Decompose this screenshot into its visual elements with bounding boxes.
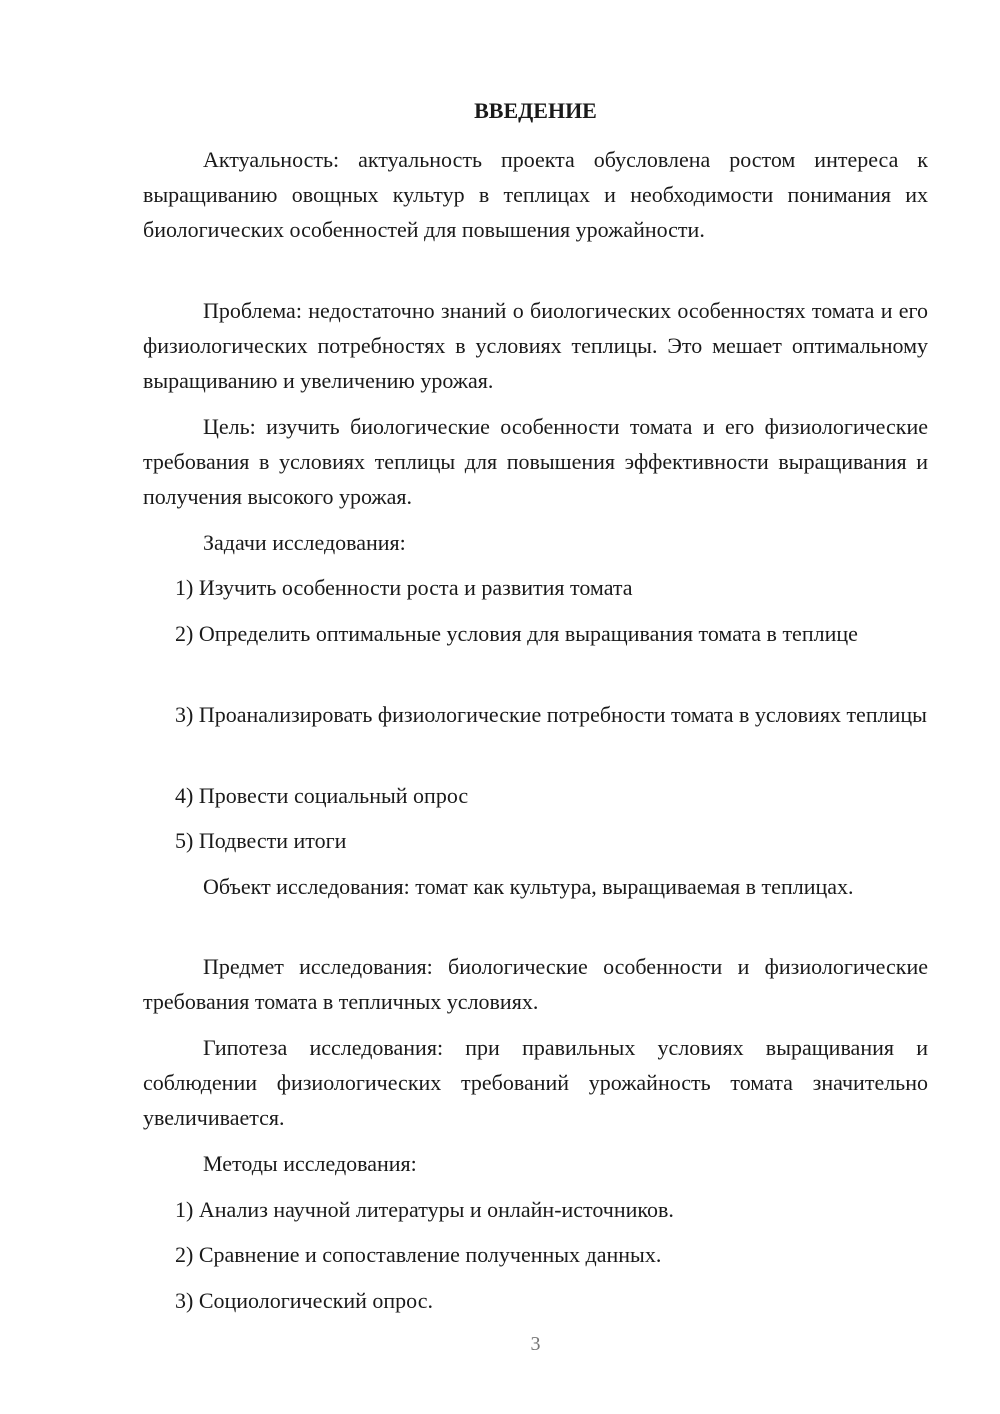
task-item-3: 3) Проанализировать физиологические потребности томата в условиях теплицы [175,702,927,727]
subject-paragraph: Предмет исследования: биологические особенности и физиологические требования томата в тепличных условиях. [143,954,928,1014]
task-item-2: 2) Определить оптимальные условия для выращивания томата в теплице [175,621,858,646]
object-paragraph: Объект исследования: томат как культура, выращиваемая в теплицах. [203,874,854,899]
problem-paragraph: Проблема: недостаточно знаний о биологических особенностях томата и его физиологических потребностях в условиях теплицы. Это мешает оптимальному выращиванию и увеличению урожая. [143,298,928,393]
page-number: 3 [530,1333,541,1355]
task-item-4: 4) Провести социальный опрос [175,783,469,808]
method-item-1: 1) Анализ научной литературы и онлайн-источников. [175,1197,674,1222]
task-item-1: 1) Изучить особенности роста и развития томата [175,575,633,600]
method-item-2: 2) Сравнение и сопоставление полученных данных. [175,1242,662,1267]
tasks-heading: Задачи исследования: [203,530,406,555]
goal-paragraph: Цель: изучить биологические особенности томата и его физиологические требования в условиях теплицы для повышения эффективности выращивания и получения высокого урожая. [143,414,928,509]
hypothesis-paragraph: Гипотеза исследования: при правильных условиях выращивания и соблюдении физиологических требований урожайность томата значительно увеличивается. [143,1035,928,1130]
method-item-3: 3) Социологический опрос. [175,1288,433,1313]
task-item-5: 5) Подвести итоги [175,828,347,853]
methods-heading: Методы исследования: [203,1151,417,1176]
relevance-paragraph: Актуальность: актуальность проекта обусловлена ростом интереса к выращиванию овощных культур в теплицах и необходимости понимания их биологических особенностей для повышения урожайности. [143,147,928,242]
section-title: ВВЕДЕНИЕ [474,98,597,123]
